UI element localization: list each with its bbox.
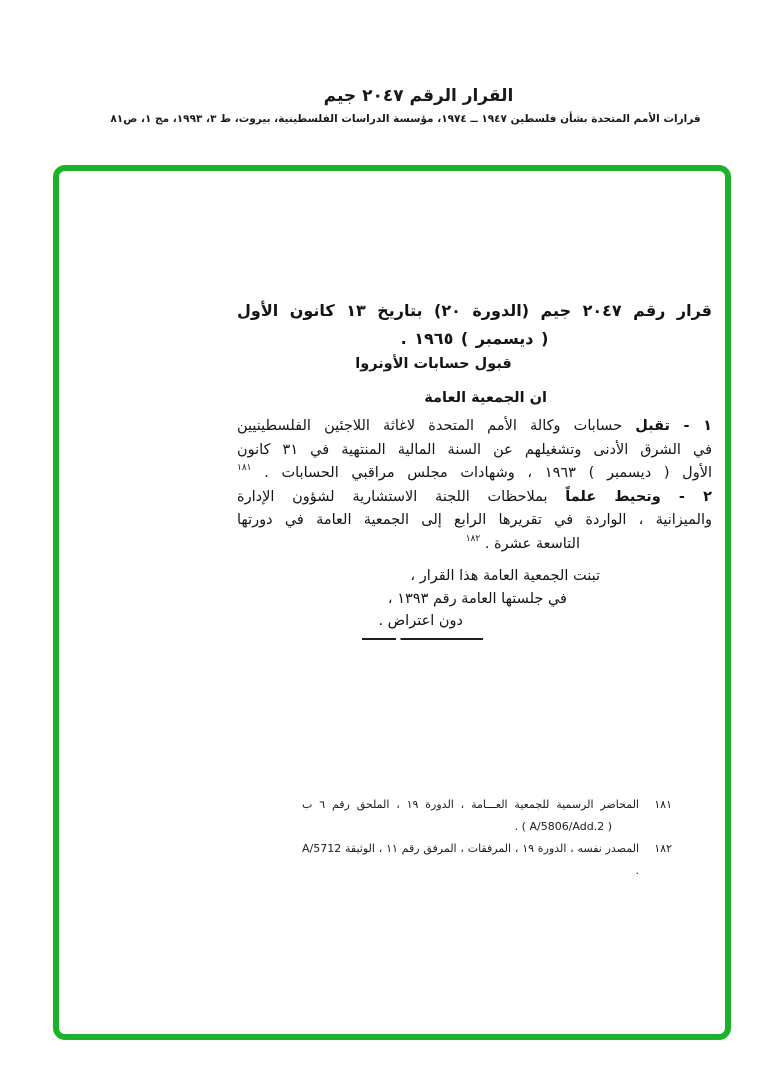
adoption-line-1: تبنت الجمعية العامة هذا القرار ، (410, 568, 600, 584)
source-citation: قرارات الأمم المتحدة بشأن فلسطين ١٩٤٧ ــ ١٩٧٤، مؤسسة الدراسات الفلسطينية، بيروت، ط ٣، ١٩٩٣، مج ١، ص٨١ (110, 113, 701, 125)
footnote-ref-181: ١٨١ (237, 463, 252, 474)
clause-2 (237, 486, 712, 557)
resolution-heading-line2: ( ديسمبر ) ١٩٦٥ . (400, 329, 549, 348)
footnote-182-line-1: المصدر نفسه ، الدورة ١٩ ، المرفقات ، المرفق رقم ١١ ، الوثيقة A/5712 . (302, 842, 639, 877)
opening-formula: ان الجمعية العامة (424, 390, 547, 406)
footnotes-section (302, 794, 672, 882)
clause-1-line-3-text: الأول ( ديسمبر ) ١٩٦٣ ، وشهادات مجلس مراقبي الحسابات . (251, 465, 712, 481)
page-title: القرار الرقم ٢٠٤٧ جيم (323, 86, 514, 106)
footnote-181 (302, 794, 672, 838)
clause-2-line-3 (237, 533, 580, 557)
footnote-181-number: ١٨١ (654, 798, 672, 811)
clause-2-line-1 (237, 486, 712, 510)
clause-1 (237, 415, 712, 486)
resolution-subject: قبول حسابات الأونروا (355, 356, 512, 372)
clause-2-number: ٢ - (660, 488, 712, 505)
clause-1-text: حسابات وكالة الأمم المتحدة لاغاثة اللاجئين الفلسطينيين (237, 418, 636, 434)
footnote-181-body (302, 794, 639, 838)
clause-1-number: ١ - (669, 418, 712, 434)
clause-2-line-2: والميزانية ، الواردة في تقريرها الرابع إلى الجمعية العامة في دورتها (237, 512, 712, 528)
resolution-text-column (237, 297, 712, 640)
footnote-181-line-2: ( A/5806/Add.2 ) . (514, 820, 612, 833)
adoption-line-2: في جلستها العامة رقم ١٣٩٣ ، (387, 590, 567, 607)
clause-1-lead: تقبل (635, 418, 670, 434)
clause-1-line-1 (237, 415, 712, 439)
resolution-heading-line1: قرار رقم ٢٠٤٧ جيم (الدورة ٢٠) بتاريخ ١٣ كانون الأول (237, 301, 713, 320)
footnote-182-number: ١٨٢ (654, 842, 672, 855)
clause-2-lead: وتحيط علماً (565, 488, 661, 505)
footnote-182-body (302, 838, 639, 882)
footnote-181-line-1: المحاضر الرسمية للجمعية العـــامة ، الدورة ١٩ ، الملحق رقم ٦ ب (302, 798, 639, 811)
footnote-182 (302, 838, 672, 882)
footnote-ref-182: ١٨٢ (465, 533, 481, 544)
clause-2-text: بملاحظات اللجنة الاستشارية لشؤون الإدارة (237, 488, 566, 505)
clause-1-line-2: في الشرق الأدنى وتشغيلهم عن السنة المالية المنتهية في ٣١ كانون (237, 441, 713, 458)
adoption-statement (237, 565, 712, 640)
adoption-line-3: دون اعتراض . (378, 613, 463, 629)
clause-1-line-3 (237, 462, 712, 486)
clause-2-line-3-text: التاسعة عشرة . (480, 535, 580, 552)
closing-divider-rule (362, 638, 483, 640)
